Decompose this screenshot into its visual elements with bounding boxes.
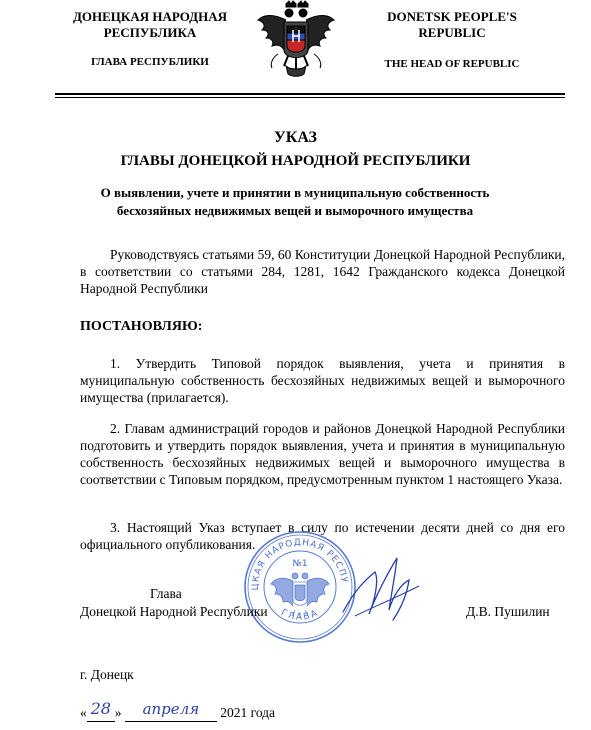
- header-en-sub: THE HEAD OF REPUBLIC: [384, 58, 520, 70]
- decree-item-2: 2. Главам администраций городов и районов Донецкой Народной Республики подготовить и утвердить порядок выявления, учета и принятия в муниципальную собственность бесхозяйных недвижимых вещей и выморочного имущества в соответствии с Типовым порядком, предусмотренным пунктом 1 настоящего Указа.: [80, 421, 565, 487]
- signature-role-line2: Донецкой Народной Республики: [80, 604, 268, 619]
- header-rule-thick: [55, 93, 565, 95]
- decree-title-line2: ГЛАВЫ ДОНЕЦКОЙ НАРОДНОЙ РЕСПУБЛИКИ: [120, 153, 471, 169]
- header-ru: [55, 9, 245, 41]
- place: г. Донецк: [80, 667, 134, 682]
- decree-subject: [80, 184, 510, 220]
- coat-of-arms-icon: [256, 0, 336, 82]
- header-en: [367, 9, 537, 41]
- preamble-paragraph: Руководствуясь статьями 59, 60 Конституции Донецкой Народной Республики, в соответствии со статьями 284, 1281, 1642 Гражданского кодекса Донецкой Народной Республики: [80, 247, 565, 296]
- header-en-line2: REPUBLIC: [418, 25, 486, 40]
- stamp-number: №1: [292, 559, 308, 569]
- date-day-field: [87, 699, 115, 722]
- decree-title: УКАЗ: [274, 129, 317, 146]
- signature-role: Глава: [150, 586, 182, 601]
- decree-word: ПОСТАНОВЛЯЮ:: [80, 319, 203, 334]
- header-rule-thin: [55, 97, 565, 98]
- date-year: 2021 года: [220, 705, 276, 720]
- date-line: [80, 699, 276, 722]
- date-close-quote: »: [114, 705, 122, 720]
- decree-subject-line1: О выявлении, учете и принятии в муниципальную собственность: [100, 185, 490, 200]
- decree-item-1: 1. Утвердить Типовой порядок выявления, учета и принятия в муниципальную собственность бесхозяйных недвижимых вещей и выморочного имущества (прилагается).: [80, 356, 565, 405]
- header-ru-line1: ДОНЕЦКАЯ НАРОДНАЯ: [72, 9, 228, 24]
- date-day: 28: [90, 699, 111, 718]
- date-month-field: [125, 700, 217, 722]
- header-ru-sub: ГЛАВА РЕСПУБЛИКИ: [91, 56, 209, 68]
- stamp-eagle-icon: [271, 573, 329, 618]
- date-month: апреля: [142, 700, 200, 718]
- stamp-bottom-text: ГЛАВА: [279, 607, 321, 623]
- handwritten-signature: [335, 550, 425, 630]
- signature-name: Д.В. Пушилин: [466, 604, 550, 619]
- decree-subject-line2: бесхозяйных недвижимых вещей и выморочного имущества: [116, 203, 474, 218]
- stamp-ring-text: ЦКАЯ НАРОДНАЯ РЕСПУ: [250, 537, 349, 591]
- header-en-line1: DONETSK PEOPLE'S: [387, 9, 517, 24]
- header-ru-line2: РЕСПУБЛИКА: [103, 25, 197, 40]
- date-open-quote: «: [80, 705, 87, 720]
- decree-item-3: 3. Настоящий Указ вступает в силу по истечении десяти дней со дня его официального опубликования.: [80, 520, 565, 552]
